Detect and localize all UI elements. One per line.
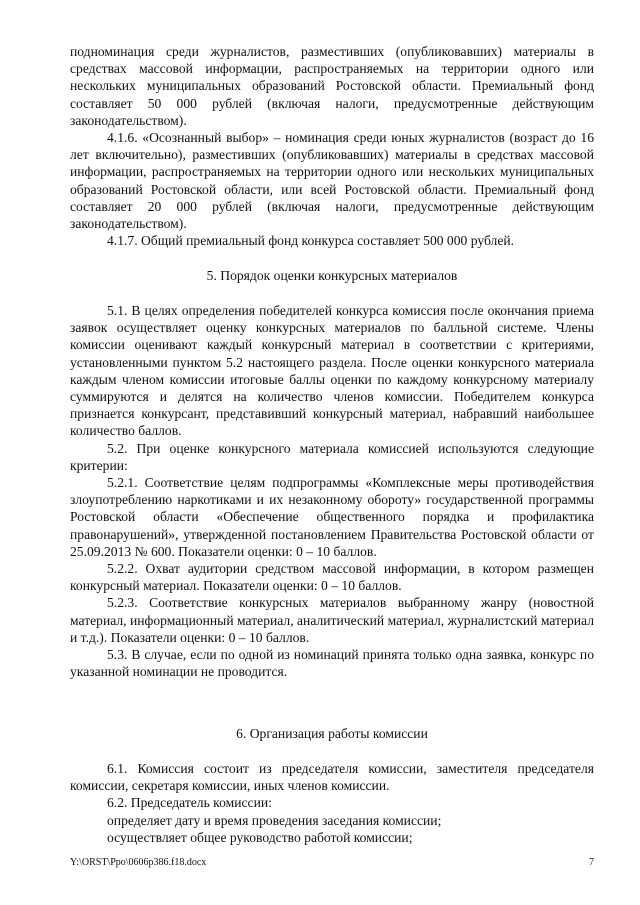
paragraph-5-1: 5.1. В целях определения победителей конкурса комиссия после окончания приема заявок осуществляет оценку конкурсных материалов по балльной системе. Члены комиссии оценивают каждый конкурсный материал в соответствии с критериями, установленными пунктом 5.2 настоящего раздела. После оценки конкурсного материала каждым членом комиссии итоговые баллы оценки по каждому конкурсному материалу суммируются и делятся на количество членов комиссии. Победителем конкурса признается конкурсант, представивший конкурсный материал, набравший наибольшее количество баллов.: [70, 303, 594, 439]
section-6-heading: 6. Организация работы комиссии: [236, 726, 428, 741]
paragraph-5-2-2: 5.2.2. Охват аудитории средством массовой информации, в котором размещен конкурсный материал. Показатели оценки: 0 – 10 баллов.: [70, 561, 594, 594]
paragraph-6-2-item-1: определяет дату и время проведения заседания комиссии;: [107, 812, 442, 828]
paragraph-5-2-3: 5.2.3. Соответствие конкурсных материалов выбранному жанру (новостной материал, информационный материал, аналитический материал, журналистский материал и т.д.). Показатели оценки: 0 – 10 баллов.: [70, 595, 594, 645]
paragraph-4-1-7: 4.1.7. Общий премиальный фонд конкурса составляет 500 000 рублей.: [107, 233, 515, 249]
section-5-heading: 5. Порядок оценки конкурсных материалов: [206, 268, 458, 283]
paragraph-6-1: 6.1. Комиссия состоит из председателя комиссии, заместителя председателя комиссии, секретаря комиссии, иных членов комиссии.: [70, 761, 594, 794]
paragraph-6-2: 6.2. Председатель комиссии:: [107, 795, 272, 811]
section-5-body: [70, 302, 594, 680]
paragraph-5-3: 5.3. В случае, если по одной из номинаций принята только одна заявка, конкурс по указанной номинации не проводится.: [70, 647, 594, 680]
paragraph-5-2: 5.2. При оценке конкурсного материала комиссией используются следующие критерии:: [70, 440, 594, 473]
paragraph-6-2-item-2: осуществляет общее руководство работой комиссии;: [107, 829, 413, 845]
page-footer: [70, 857, 594, 869]
block-nominations: [70, 43, 594, 249]
paragraph-4-1-6: 4.1.6. «Осознанный выбор» – номинация среди юных журналистов (возраст до 16 лет включительно), разместивших (опубликовавших) материалы в средствах массовой информации, распространяемых на территории одного или нескольких муниципальных образований Ростовской области, или всей Ростовской области. Премиальный фонд составляет 20 000 рублей (включая налоги, предусмотренные действующим законодательством).: [70, 130, 594, 232]
file-path: Y:\ORST\Ppo\0606p386.f18.docx: [70, 857, 207, 868]
paragraph-nomination-continued: подноминация среди журналистов, разместивших (опубликовавших) материалы в средствах массовой информации, распространяемых на территории одного или нескольких муниципальных образований Ростовской области. Премиальный фонд составляет 50 000 рублей (включая налоги, предусмотренные действующим законодательством).: [70, 44, 594, 128]
section-5-heading-wrap: [70, 267, 594, 284]
page-number: 7: [589, 857, 594, 868]
paragraph-5-2-1: 5.2.1. Соответствие целям подпрограммы «Комплексные меры противодействия злоупотреблению наркотиками и их незаконному обороту» государственной программы Ростовской области «Обеспечение общественного порядка и профилактика правонарушений», утвержденной постановлением Правительства Ростовской области от 25.09.2013 № 600. Показатели оценки: 0 – 10 баллов.: [70, 475, 594, 559]
section-6-body: [70, 760, 594, 846]
section-6-heading-wrap: [70, 725, 594, 742]
